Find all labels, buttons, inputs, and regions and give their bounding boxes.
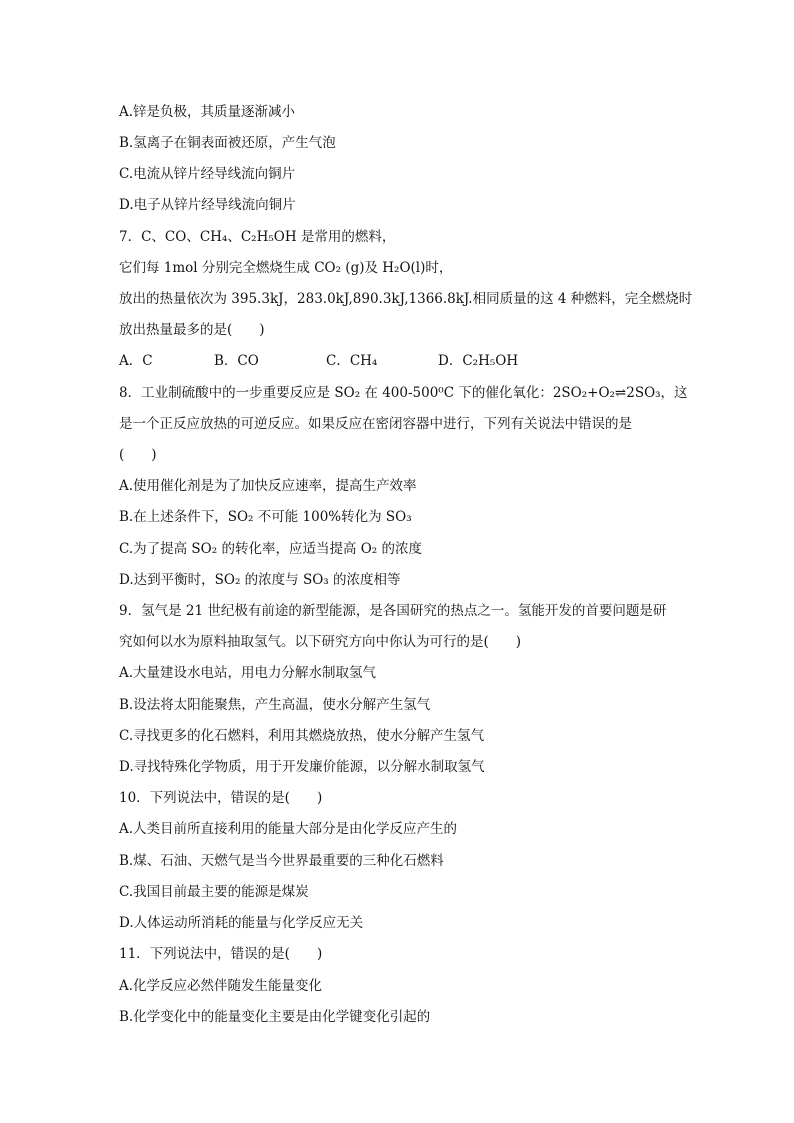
q11-option-b: B.化学变化中的能量变化主要是由化学键变化引起的: [119, 1009, 431, 1025]
q11-option-a: A.化学反应必然伴随发生能量变化: [119, 978, 323, 994]
q7-stem-line-1: 7．C、CO、CH₄、C₂H₅OH 是常用的燃料，: [119, 229, 396, 245]
q6-option-a: A.锌是负极，其质量逐渐减小: [119, 104, 296, 120]
q10-option-a: A.人类目前所直接利用的能量大部分是由化学反应产生的: [119, 821, 458, 837]
q7-option-b: B．CO: [214, 353, 259, 369]
q11-stem: 11．下列说法中，错误的是( ): [119, 946, 323, 962]
q9-stem-line-2: 究如何以水为原料抽取氢气。以下研究方向中你认为可行的是( ): [119, 634, 522, 650]
q7-stem-line-3: 放出的热量依次为 395.3kJ，283.0kJ,890.3kJ,1366.8kJ.相同质量的这 4 种燃料，完全燃烧时: [119, 291, 693, 307]
q8-option-b: B.在上述条件下，SO₂ 不可能 100%转化为 SO₃: [119, 509, 412, 525]
q8-option-a: A.使用催化剂是为了加快反应速率，提高生产效率: [119, 478, 417, 494]
q8-stem-line-1: 8．工业制硫酸中的一步重要反应是 SO₂ 在 400-500⁰C 下的催化氧化：2SO₂+O₂⇌2SO₃，这: [119, 385, 688, 401]
q6-option-d: D.电子从锌片经导线流向铜片: [119, 197, 296, 213]
q10-stem: 10．下列说法中，错误的是( ): [119, 790, 323, 806]
q7-option-a: A．C: [119, 353, 153, 369]
q9-stem-line-1: 9．氢气是 21 世纪极有前途的新型能源，是各国研究的热点之一。氢能开发的首要问题是研: [119, 603, 667, 619]
q7-option-d: D．C₂H₅OH: [438, 353, 519, 369]
q10-option-d: D.人体运动所消耗的能量与化学反应无关: [119, 915, 364, 931]
q10-option-c: C.我国目前最主要的能源是煤炭: [119, 884, 309, 900]
q8-stem-line-2: 是一个正反应放热的可逆反应。如果反应在密闭容器中进行，下列有关说法中错误的是: [119, 416, 632, 432]
q7-option-c: C．CH₄: [326, 353, 378, 369]
q8-option-c: C.为了提高 SO₂ 的转化率，应适当提高 O₂ 的浓度: [119, 541, 423, 557]
q7-stem-line-2: 它们每 1mol 分别完全燃烧生成 CO₂ (g)及 H₂O(l)时，: [119, 260, 453, 276]
q9-option-a: A.大量建设水电站，用电力分解水制取氢气: [119, 665, 377, 681]
q6-option-c: C.电流从锌片经导线流向铜片: [119, 166, 296, 182]
q10-option-b: B.煤、石油、天燃气是当今世界最重要的三种化石燃料: [119, 853, 444, 869]
q8-option-d: D.达到平衡时，SO₂ 的浓度与 SO₃ 的浓度相等: [119, 572, 401, 588]
q8-stem-line-3: ( ): [119, 447, 157, 463]
q9-option-c: C.寻找更多的化石燃料，利用其燃烧放热，使水分解产生氢气: [119, 728, 485, 744]
q9-option-b: B.设法将太阳能聚焦，产生高温，使水分解产生氢气: [119, 697, 431, 713]
q7-options-row: [119, 352, 679, 370]
q6-option-b: B.氢离子在铜表面被还原，产生气泡: [119, 135, 336, 151]
q9-option-d: D.寻找特殊化学物质，用于开发廉价能源，以分解水制取氢气: [119, 759, 485, 775]
q7-stem-line-4: 放出热量最多的是( ): [119, 322, 265, 338]
